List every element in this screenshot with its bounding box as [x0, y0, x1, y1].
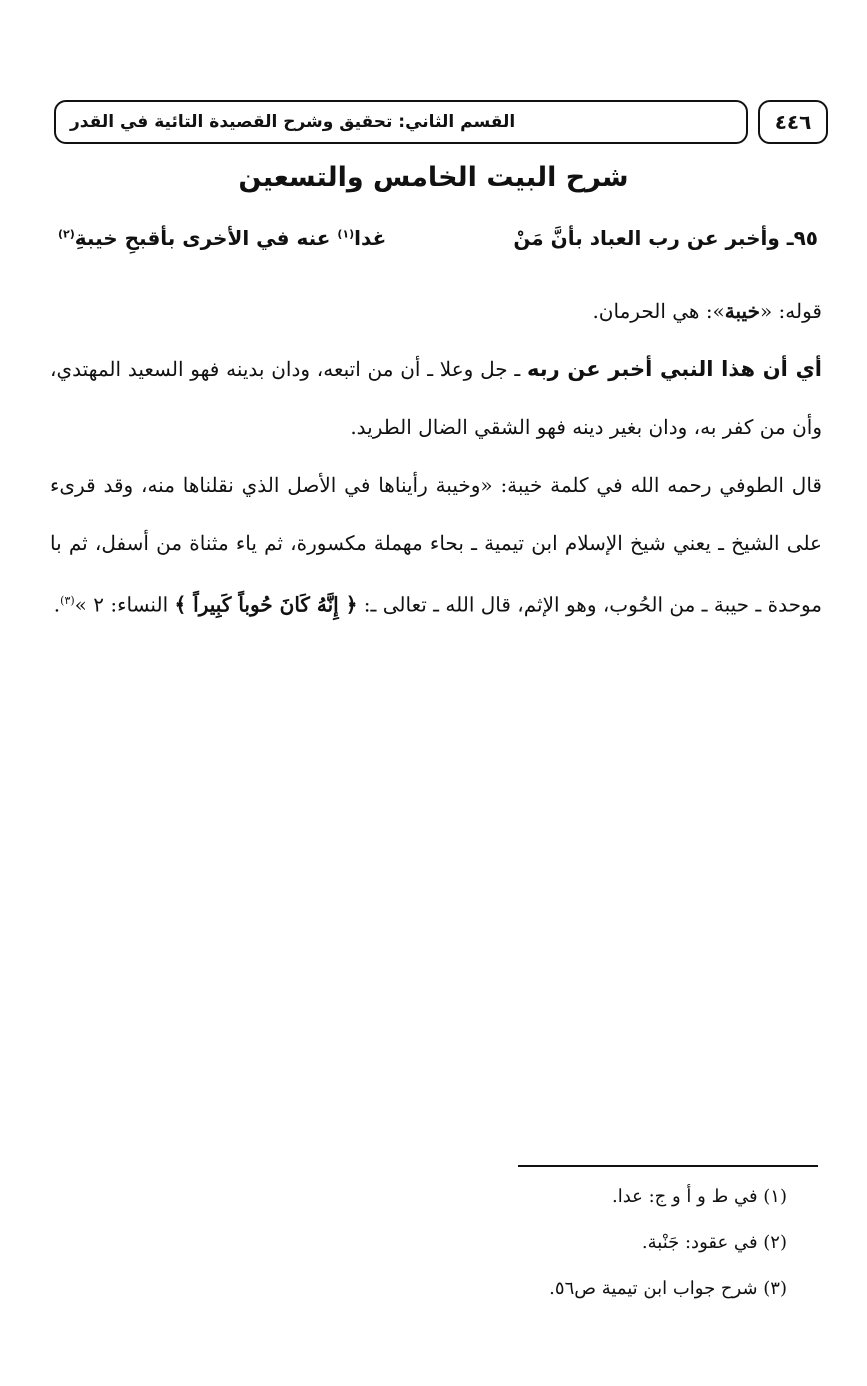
defined-term: خيبة — [724, 299, 760, 323]
verse-word: غدا — [354, 226, 387, 250]
text: »: هي الحرمان. — [592, 299, 725, 323]
verse-line — [58, 222, 818, 262]
quran-verse: ﴿ إِنَّهُ كَانَ حُوباً كَبِيراً ﴾ — [174, 592, 358, 617]
footnote-ref-1[interactable]: (١) — [337, 227, 355, 241]
running-header — [54, 100, 748, 144]
footnote-ref-2[interactable]: (٢) — [58, 227, 75, 241]
running-header-title: القسم الثاني: تحقيق وشرح القصيدة التائية في القدر — [70, 112, 516, 132]
text: . — [53, 592, 61, 617]
verse-rest: عنه في الأخرى بأقبحِ خيبةِ — [74, 226, 338, 250]
footnote-2: (٢) في عقود: جَنْبة. — [641, 1232, 787, 1253]
paragraph-lead: أي أن هذا النبي أخبر عن ربه — [526, 357, 823, 381]
text: قوله: « — [759, 299, 822, 323]
paragraph-definition — [50, 282, 822, 340]
page-number-box — [758, 100, 828, 144]
verse-second-hemistich — [58, 226, 386, 250]
text: قال الطوفي رحمه الله في كلمة خيبة: «وخيبة رأيناها في الأصل الذي نقلناها منه، وقد قرىء على الشيخ ـ يعني شيخ الإسلام ابن تيمية ـ بحاء مهملة مكسورة، ثم ياء مثناة من أسفل، ثم با موحدة ـ حيبة ـ من الحُوب، وهو الإثم، قال الله ـ تعالى ـ: — [50, 473, 822, 617]
footnote-divider — [518, 1165, 818, 1167]
paragraph-explanation — [50, 340, 822, 456]
quran-reference: النساء: ٢ » — [74, 592, 175, 617]
footnote-3: (٣) شرح جواب ابن تيمية ص٥٦. — [549, 1278, 787, 1299]
page-number: ٤٤٦ — [774, 110, 812, 134]
paragraph-quote — [50, 456, 822, 634]
footnote-ref-3[interactable]: (٣) — [60, 594, 75, 607]
footnote-1: (١) في ط و أ و ج: عدا. — [611, 1186, 787, 1207]
section-heading: شرح البيت الخامس والتسعين — [238, 162, 629, 193]
text: ـ جل وعلا ـ أن من اتبعه، ودان بدينه فهو السعيد المهتدي، وأن من كفر به، ودان بغير دينه فهو الشقي الضال الطريد. — [50, 357, 822, 439]
verse-first-hemistich: ٩٥ـ وأخبر عن رب العباد بأنَّ مَنْ — [513, 226, 818, 250]
